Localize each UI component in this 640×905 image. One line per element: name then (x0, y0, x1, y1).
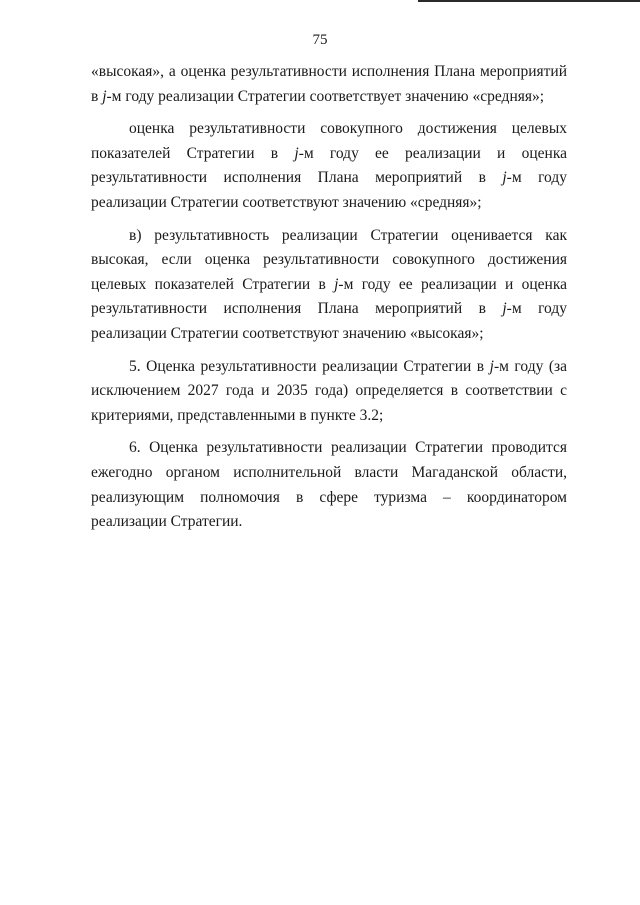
variable-j: j (294, 144, 299, 162)
paragraph-text: -м году реализации Стратегии соответствуют значению «высокая»; (91, 300, 567, 342)
paragraph-text: 6. Оценка результативности реализации Стратегии проводится ежегодно органом исполнительной власти Магаданской области, реализующим полномочия в сфере туризма – координатором реализации Стратегии. (91, 439, 567, 531)
paragraph-4 (91, 355, 567, 429)
document-body (91, 60, 567, 543)
paragraph-text: в) результативность реализации Стратегии оценивается как высокая, если оценка результативности совокупного достижения целевых показателей Стратегии в (91, 226, 567, 293)
paragraph-text: -м году ее реализации и оценка результативности исполнения Плана мероприятий в (91, 275, 567, 318)
paragraph-text: оценка результативности совокупного достижения целевых показателей Стратегии в (91, 120, 567, 162)
paragraph-text: «высокая», а оценка результативности исполнения Плана мероприятий в (91, 63, 567, 105)
variable-j: j (102, 87, 107, 105)
variable-j: j (489, 357, 494, 375)
paragraph-text: -м году ее реализации и оценка результативности исполнения Плана мероприятий в (91, 144, 567, 187)
variable-j: j (334, 275, 339, 293)
paragraph-3 (91, 224, 567, 347)
paragraph-text: 5. Оценка результативности реализации Стратегии в (129, 357, 490, 375)
paragraph-text: -м году (за исключением 2027 года и 2035 года) определяется в соответствии с критериями, представленными в пункте 3.2; (91, 357, 567, 424)
variable-j: j (502, 300, 507, 318)
paragraph-text: -м году реализации Стратегии соответствует значению «средняя»; (106, 87, 545, 105)
variable-j: j (502, 169, 507, 187)
paragraph-1 (91, 60, 567, 109)
page-number: 75 (312, 32, 328, 48)
top-rule (418, 0, 640, 2)
paragraph-5 (91, 436, 567, 534)
paragraph-2 (91, 117, 567, 215)
paragraph-text: -м году реализации Стратегии соответствуют значению «средняя»; (91, 169, 567, 211)
